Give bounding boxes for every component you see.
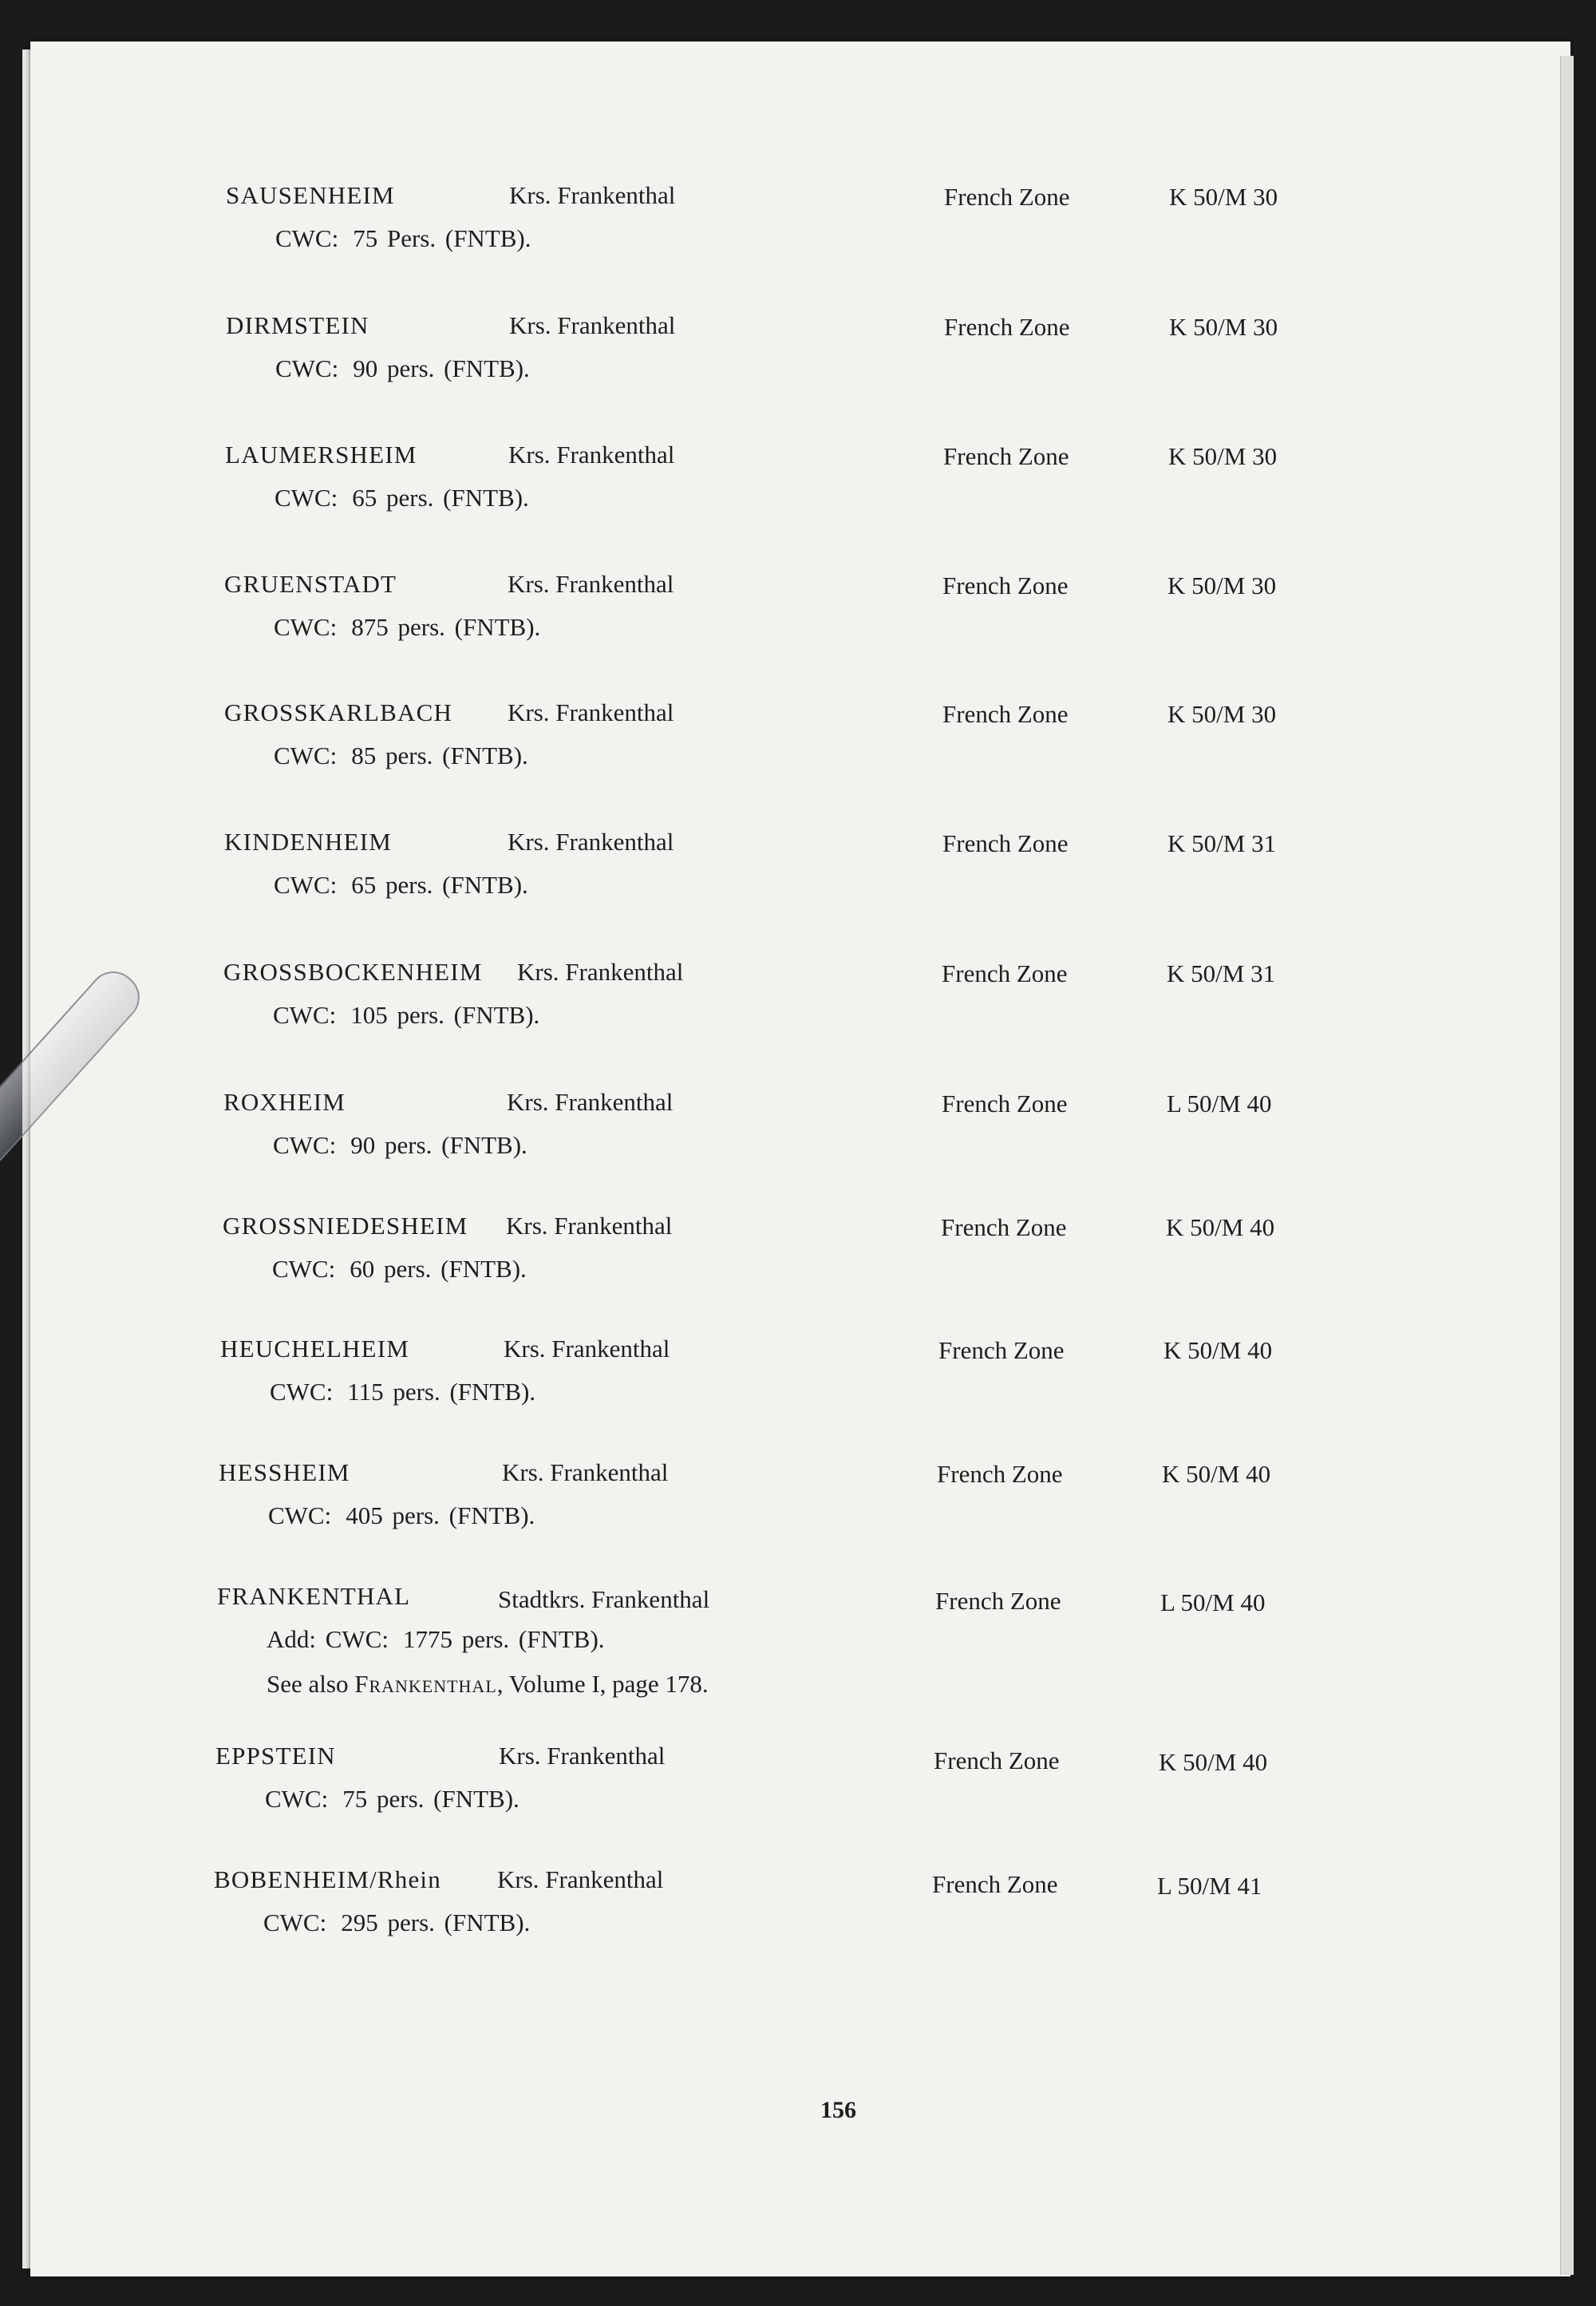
zone: French Zone (934, 1746, 1060, 1774)
cwc-value: 85 pers. (FNTB). (351, 742, 528, 769)
grid-ref: K 50/M 30 (1169, 313, 1278, 341)
cwc-label: CWC: (275, 224, 339, 252)
cwc-label: CWC: (272, 1255, 336, 1283)
zone: French Zone (932, 1870, 1058, 1898)
cwc-line (274, 871, 528, 900)
cwc-value: 405 pers. (FNTB). (346, 1501, 535, 1529)
cwc-line (265, 1785, 519, 1814)
cwc-line (263, 1908, 530, 1937)
cwc-value: 295 pers. (FNTB). (341, 1908, 531, 1936)
entry-gruenstadt (224, 570, 1421, 666)
place-name: ROXHEIM (223, 1088, 346, 1116)
cwc-line (273, 1131, 527, 1160)
place-name: FRANKENTHAL (217, 1582, 411, 1610)
cwc-value: 75 Pers. (FNTB). (353, 224, 531, 252)
cwc-label: CWC: (274, 871, 338, 899)
district: Krs. Frankenthal (508, 698, 674, 726)
cwc-value: 65 pers. (FNTB). (351, 871, 528, 899)
district: Krs. Frankenthal (508, 570, 674, 598)
grid-ref: K 50/M 40 (1166, 1213, 1275, 1241)
place-name: GRUENSTADT (224, 570, 397, 598)
cwc-line (267, 1625, 605, 1654)
zone: French Zone (942, 572, 1069, 599)
place-name: LAUMERSHEIM (225, 441, 417, 469)
cwc-label: CWC: (275, 484, 338, 512)
grid-ref: K 50/M 40 (1159, 1748, 1268, 1776)
entry-frankenthal (217, 1582, 1414, 1698)
cwc-label: CWC: (268, 1501, 332, 1529)
district: Krs. Frankenthal (499, 1742, 666, 1770)
district: Krs. Frankenthal (517, 958, 684, 986)
zone: French Zone (942, 700, 1069, 728)
grid-ref: L 50/M 40 (1167, 1090, 1272, 1117)
cwc-label: CWC: (270, 1378, 334, 1406)
entry-roxheim (223, 1088, 1420, 1184)
entry-hessheim (219, 1458, 1416, 1554)
entry-grosskarlbach (224, 698, 1421, 794)
cwc-value: 115 pers. (FNTB). (347, 1378, 536, 1406)
cwc-value: 875 pers. (FNTB). (351, 613, 541, 641)
place-name: GROSSNIEDESHEIM (223, 1212, 468, 1240)
zone: French Zone (941, 1213, 1067, 1241)
cwc-value: 65 pers. (FNTB). (352, 484, 529, 512)
entry-heuchelheim (220, 1335, 1417, 1430)
see-suffix: , Volume I, page 178. (496, 1670, 709, 1698)
district: Krs. Frankenthal (507, 1088, 674, 1116)
zone: French Zone (942, 1090, 1068, 1117)
page-number: 156 (820, 2097, 856, 2123)
place-name: BOBENHEIM/Rhein (214, 1865, 441, 1893)
district: Krs. Frankenthal (502, 1458, 669, 1486)
document-page (30, 42, 1570, 2276)
cwc-value: 90 pers. (FNTB). (350, 1131, 527, 1159)
cwc-line (273, 1001, 539, 1030)
place-name: GROSSBOCKENHEIM (223, 958, 483, 986)
district: Krs. Frankenthal (508, 828, 674, 856)
see-reference: Frankenthal (354, 1670, 497, 1698)
grid-ref: K 50/M 40 (1162, 1460, 1271, 1488)
entry-grossbockenheim (223, 958, 1420, 1054)
place-name: SAUSENHEIM (226, 181, 395, 209)
entry-laumersheim (225, 441, 1422, 536)
cwc-label: CWC: (275, 354, 339, 382)
zone: French Zone (935, 1587, 1061, 1615)
grid-ref: L 50/M 40 (1160, 1588, 1266, 1616)
zone: French Zone (943, 442, 1069, 470)
entry-dirmstein (226, 311, 1423, 407)
cwc-line (275, 484, 529, 512)
cwc-value: 105 pers. (FNTB). (350, 1001, 540, 1029)
place-name: KINDENHEIM (224, 828, 393, 856)
district: Krs. Frankenthal (506, 1212, 673, 1240)
zone: French Zone (937, 1460, 1063, 1488)
grid-ref: L 50/M 41 (1157, 1872, 1262, 1900)
cwc-value: 60 pers. (FNTB). (350, 1255, 527, 1283)
zone: French Zone (942, 829, 1069, 857)
cwc-label: CWC: (274, 613, 338, 641)
entry-grossniedesheim (223, 1212, 1420, 1307)
cwc-value: 90 pers. (FNTB). (353, 354, 530, 382)
cwc-label: CWC: (273, 1131, 337, 1159)
grid-ref: K 50/M 30 (1167, 572, 1277, 599)
zone: French Zone (942, 959, 1068, 987)
cwc-label: CWC: (273, 1001, 337, 1029)
district: Krs. Frankenthal (509, 311, 676, 339)
zone: French Zone (944, 313, 1070, 341)
cwc-line (275, 354, 530, 383)
place-name: HEUCHELHEIM (220, 1335, 410, 1363)
page-edge-right (1560, 56, 1574, 2275)
place-name: EPPSTEIN (215, 1742, 336, 1770)
grid-ref: K 50/M 31 (1167, 959, 1276, 987)
grid-ref: K 50/M 30 (1169, 183, 1278, 211)
place-name: HESSHEIM (219, 1458, 350, 1486)
cwc-line (274, 742, 528, 770)
cwc-line (275, 224, 531, 253)
cwc-line (272, 1255, 527, 1284)
district: Krs. Frankenthal (497, 1865, 664, 1893)
cwc-value: 75 pers. (FNTB). (342, 1785, 519, 1813)
entry-eppstein (215, 1742, 1412, 1837)
entry-kindenheim (224, 828, 1421, 924)
cwc-value: 1775 pers. (FNTB). (402, 1625, 605, 1653)
place-name: DIRMSTEIN (226, 311, 369, 339)
cwc-label: CWC: (274, 742, 338, 769)
zone: French Zone (938, 1336, 1065, 1364)
grid-ref: K 50/M 30 (1167, 700, 1277, 728)
district: Krs. Frankenthal (504, 1335, 670, 1363)
place-name: GROSSKARLBACH (224, 698, 453, 726)
grid-ref: K 50/M 31 (1167, 829, 1277, 857)
district: Stadtkrs. Frankenthal (498, 1585, 710, 1613)
see-prefix: See also (267, 1670, 349, 1698)
cwc-label: Add: CWC: (267, 1625, 389, 1653)
entry-sausenheim (226, 181, 1423, 277)
zone: French Zone (944, 183, 1070, 211)
cwc-line (268, 1501, 535, 1530)
district: Krs. Frankenthal (509, 181, 676, 209)
entry-bobenheim-rhein (214, 1865, 1411, 1961)
grid-ref: K 50/M 40 (1163, 1336, 1273, 1364)
cwc-line (274, 613, 540, 642)
see-also-note (267, 1670, 709, 1699)
cwc-label: CWC: (263, 1908, 327, 1936)
cwc-label: CWC: (265, 1785, 329, 1813)
grid-ref: K 50/M 30 (1168, 442, 1278, 470)
cwc-line (270, 1378, 535, 1406)
district: Krs. Frankenthal (508, 441, 675, 469)
